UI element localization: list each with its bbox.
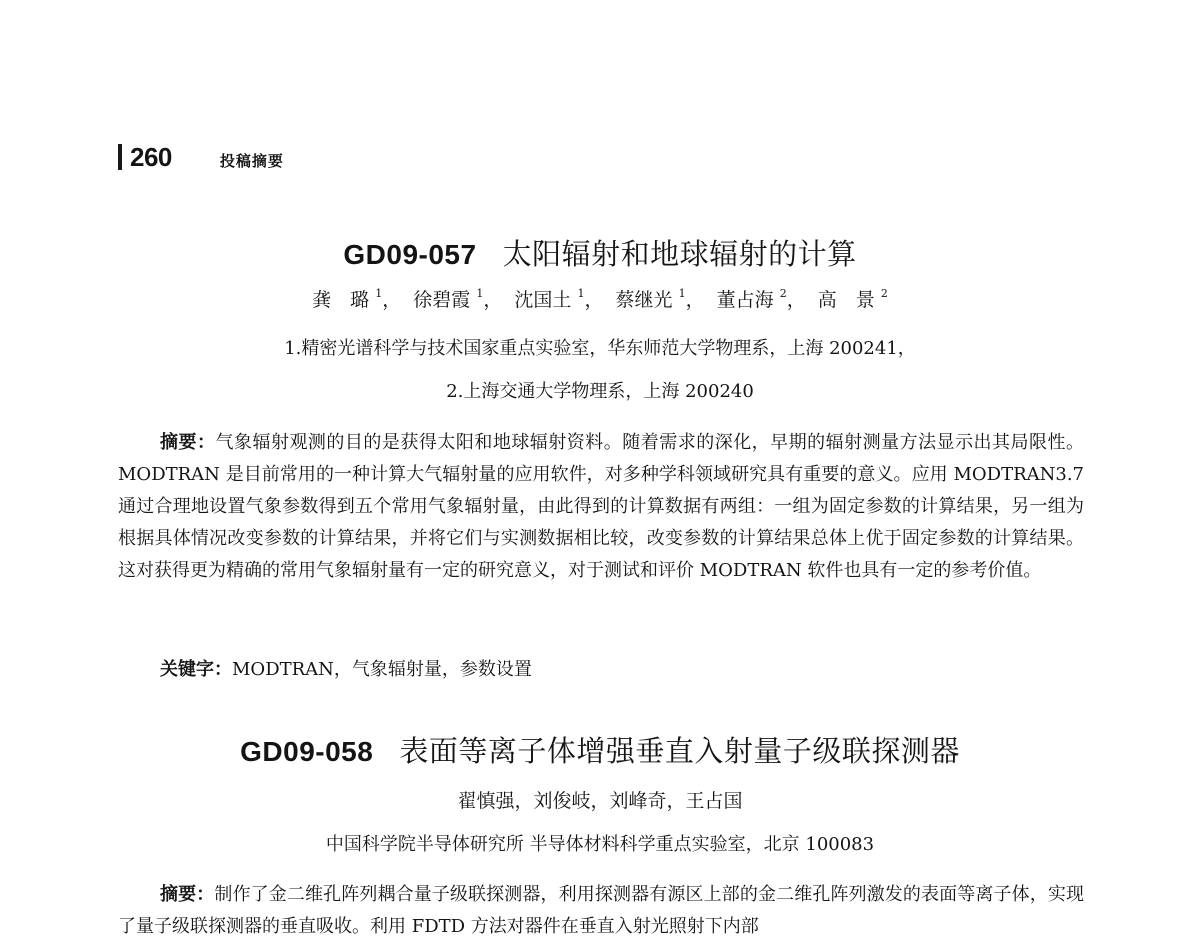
paper1-affiliation-2: 2.上海交通大学物理系，上海 200240: [446, 381, 754, 402]
paper2-abstract-text: 制作了金二维孔阵列耦合量子级联探测器，利用探测器有源区上部的金二维孔阵列激发的表面等离子体，实现了量子级联探测器的垂直吸收。利用 FDTD 方法对器件在垂直入射光照射下内部: [118, 884, 1085, 937]
paper2-authors: 翟慎强，刘俊岐，刘峰奇，王占国: [457, 790, 743, 812]
paper1-authors: 龚 璐 $^1$， 徐碧霞 $^1$， 沈国土 $^1$， 蔡继光 $^1$， 董占海 $^2$， 高 景 $^2$: [312, 286, 888, 311]
paper2-affiliation: 中国科学院半导体研究所 半导体材料科学重点实验室，北京 100083: [325, 834, 875, 855]
paper1-author: 董占海 $^2$: [716, 286, 787, 311]
page-number: 260: [130, 142, 172, 172]
paper1-author: 徐碧霞 $^1$: [413, 286, 484, 311]
paper1-code: GD09-057: [343, 239, 477, 270]
paper1-abstract-text: 气象辐射观测的目的是获得太阳和地球辐射资料。随着需求的深化，早期的辐射测量方法显示出其局限性。MODTRAN 是目前常用的一种计算大气辐射量的应用软件，对多种学科领域研究具有重要的意义。应用 MODTRAN3.7 通过合理地设置气象参数得到五个常用气象辐射量，由此得到的计算数据有两组：一组为固定参数的计算结果，另一组为根据具体情况改变参数的计算结果，并将它们与实测数据相比较，改变参数的计算结果总体上优于固定参数的计算结果。这对获得更为精确的常用气象辐射量有一定的研究意义，对于测试和评价 MODTRAN 软件也具有一定的参考价值。: [118, 432, 1085, 581]
section-label: 投稿摘要: [219, 152, 284, 170]
paper1-title-text: 太阳辐射和地球辐射的计算: [502, 237, 857, 271]
paper1-author: 龚 璐 $^1$: [312, 286, 383, 311]
paper1-keywords: [160, 655, 532, 681]
paper1-affiliation-1: 1.精密光谱科学与技术国家重点实验室，华东师范大学物理系，上海 200241，: [284, 338, 916, 359]
paper1-author: 蔡继光 $^1$: [615, 286, 686, 311]
paper2-title: [0, 729, 1200, 770]
paper1-keywords-text: MODTRAN，气象辐射量，参数设置: [232, 659, 532, 680]
paper1-keywords-label: 关键字：: [160, 659, 232, 680]
paper2-abstract: [118, 879, 1084, 943]
paper2-abstract-label: 摘要：: [160, 884, 215, 905]
paper2-title-text: 表面等离子体增强垂直入射量子级联探测器: [399, 734, 960, 768]
paper2-code: GD09-058: [240, 736, 374, 767]
page-number-bar: [118, 144, 122, 170]
paper1-abstract: [118, 427, 1084, 587]
paper1-author: 沈国土 $^1$: [514, 286, 585, 311]
page-header: [118, 140, 284, 173]
paper1-abstract-label: 摘要：: [160, 432, 216, 453]
paper1-author: 高 景 $^2$: [817, 286, 888, 311]
paper1-title: [0, 232, 1200, 273]
